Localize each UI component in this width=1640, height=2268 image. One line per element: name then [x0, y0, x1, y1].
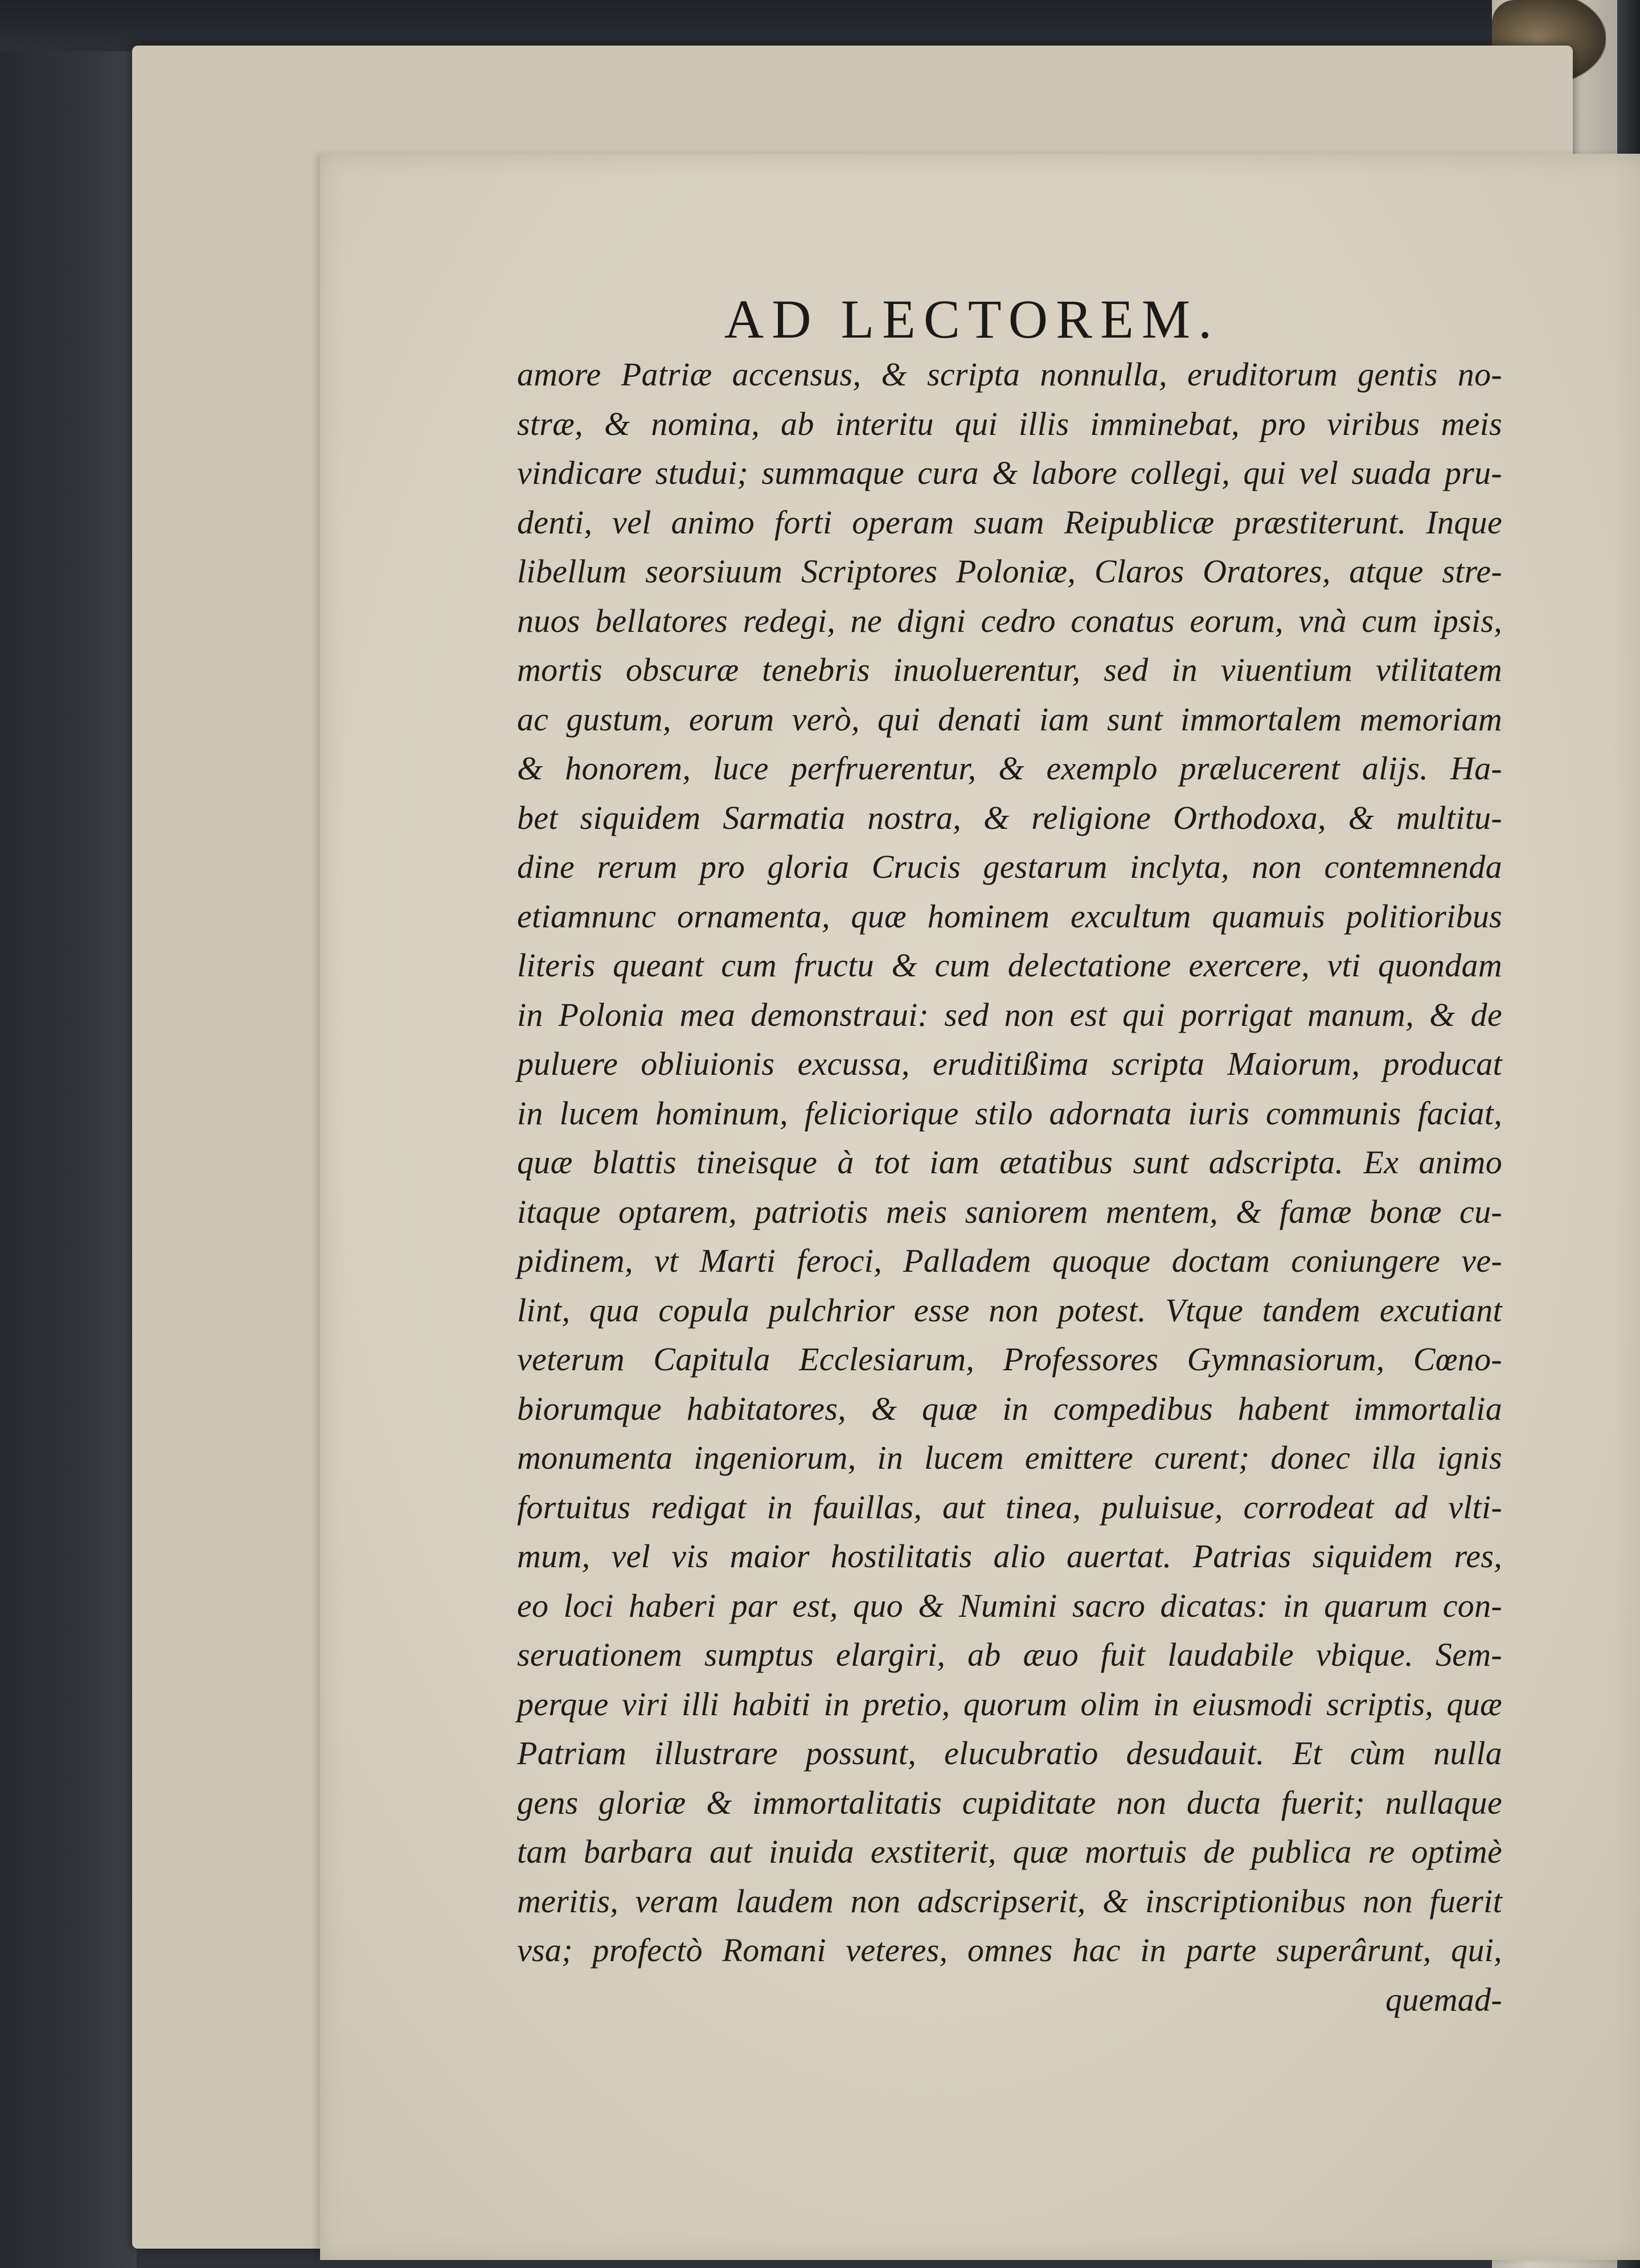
- text-line: in lucem hominum, feliciorique stilo adornata iuris communis faciat,: [517, 1094, 1502, 1132]
- text-line: Patriam illustrare possunt, elucubratio desudauit. Et cùm nulla: [517, 1735, 1502, 1772]
- page-heading: AD LECTOREM.: [724, 289, 1220, 350]
- body-text: [517, 350, 1502, 2024]
- text-line: veterum Capitula Ecclesiarum, Professores Gymnasiorum, Cœno-: [517, 1341, 1502, 1378]
- text-line: denti, vel animo forti operam suam Reipublicæ præstiterunt. Inque: [517, 503, 1502, 541]
- text-line: vsa; profectò Romani veteres, omnes hac in parte superârunt, qui,: [517, 1932, 1502, 1969]
- text-line: seruationem sumptus elargiri, ab æuo fuit laudabile vbique. Sem-: [517, 1636, 1502, 1673]
- text-line: perque viri illi habiti in pretio, quorum olim in eiusmodi scriptis, quæ: [517, 1685, 1502, 1723]
- text-line: nuos bellatores redegi, ne digni cedro conatus eorum, vnà cum ipsis,: [517, 602, 1502, 639]
- text-line: puluere obliuionis excussa, eruditißima scripta Maiorum, producat: [517, 1045, 1502, 1082]
- book-page: [320, 154, 1640, 2260]
- text-line: vindicare studui; summaque cura & labore collegi, qui vel suada pru-: [517, 454, 1502, 491]
- text-line: itaque optarem, patriotis meis saniorem mentem, & famæ bonæ cu-: [517, 1193, 1502, 1230]
- book-cover-board: [132, 46, 1573, 2249]
- dark-background-top: [0, 0, 1640, 51]
- text-line: & honorem, luce perfruerentur, & exemplo prælucerent alijs. Ha-: [517, 750, 1502, 787]
- text-line: mum, vel vis maior hostilitatis alio auertat. Patrias siquidem res,: [517, 1538, 1502, 1575]
- text-line: bet siquidem Sarmatia nostra, & religione Orthodoxa, & multitu-: [517, 799, 1502, 836]
- text-line: literis queant cum fructu & cum delectatione exercere, vti quondam: [517, 947, 1502, 984]
- text-line: quæ blattis tineisque à tot iam ætatibus sunt adscripta. Ex animo: [517, 1144, 1502, 1181]
- text-line: gens gloriæ & immortalitatis cupiditate non ducta fuerit; nullaque: [517, 1784, 1502, 1821]
- text-line: lint, qua copula pulchrior esse non potest. Vtque tandem excutiant: [517, 1291, 1502, 1329]
- text-line: libellum seorsiuum Scriptores Poloniæ, Claros Oratores, atque stre-: [517, 553, 1502, 590]
- text-line: in Polonia mea demonstraui: sed non est qui porrigat manum, & de: [517, 996, 1502, 1033]
- page-gutter-shadow: [1613, 154, 1640, 2260]
- text-line: eo loci haberi par est, quo & Numini sacro dicatas: in quarum con-: [517, 1587, 1502, 1624]
- catchword: quemad-: [1385, 1981, 1502, 2018]
- text-line: fortuitus redigat in fauillas, aut tinea, puluisue, corrodeat ad vlti-: [517, 1488, 1502, 1526]
- text-line: mortis obscuræ tenebris inuoluerentur, sed in viuentium vtilitatem: [517, 651, 1502, 688]
- dark-background: [0, 0, 137, 2268]
- text-line: amore Patriæ accensus, & scripta nonnulla, eruditorum gentis no-: [517, 356, 1502, 393]
- text-line: dine rerum pro gloria Crucis gestarum inclyta, non contemnenda: [517, 848, 1502, 885]
- text-line: pidinem, vt Marti feroci, Palladem quoque doctam coniungere ve-: [517, 1242, 1502, 1279]
- text-line: monumenta ingeniorum, in lucem emittere curent; donec illa ignis: [517, 1439, 1502, 1476]
- text-line: tam barbara aut inuida exstiterit, quæ mortuis de publica re optimè: [517, 1833, 1502, 1870]
- text-line: biorumque habitatores, & quæ in compedibus habent immortalia: [517, 1390, 1502, 1427]
- text-line: ac gustum, eorum verò, qui denati iam sunt immortalem memoriam: [517, 700, 1502, 738]
- text-line: etiamnunc ornamenta, quæ hominem excultum quamuis politioribus: [517, 897, 1502, 935]
- text-line: meritis, veram laudem non adscripserit, & inscriptionibus non fuerit: [517, 1882, 1502, 1920]
- text-line: stræ, & nomina, ab interitu qui illis imminebat, pro viribus meis: [517, 405, 1502, 442]
